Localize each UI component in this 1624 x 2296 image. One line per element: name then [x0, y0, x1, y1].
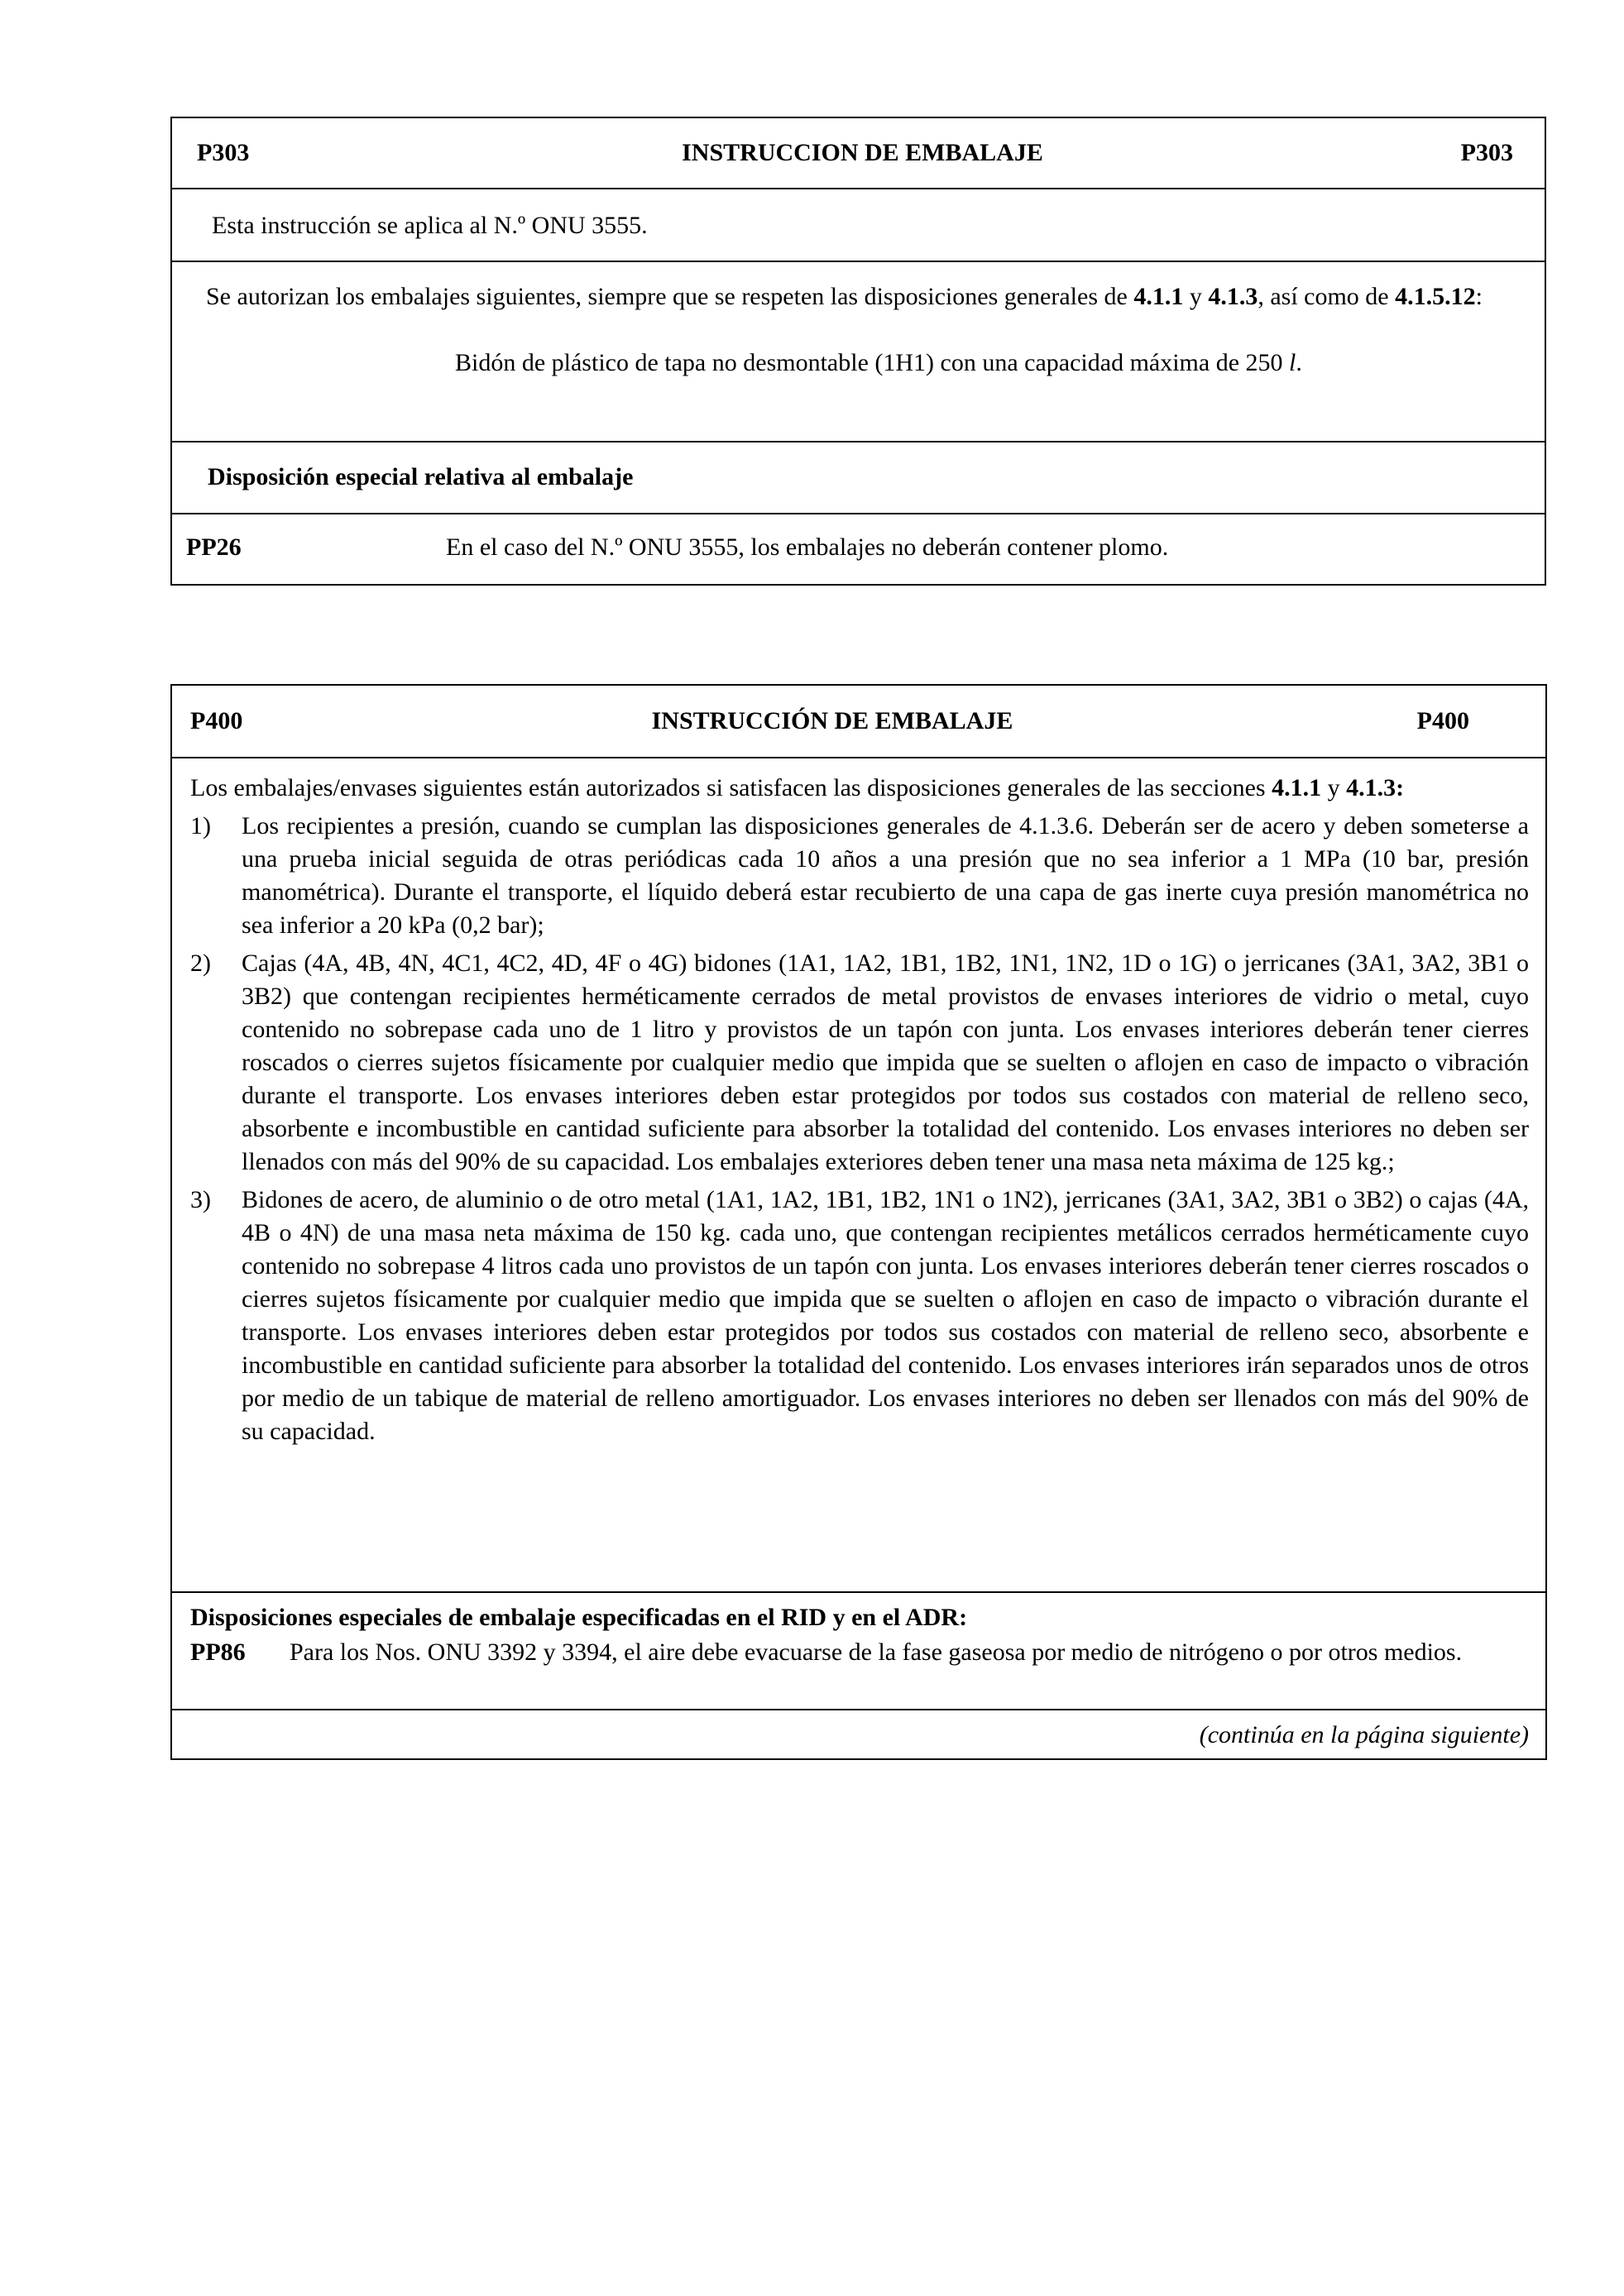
p400-item-number: 2): [190, 949, 211, 977]
p400-ref-4-1-1: 4.1.1: [1272, 774, 1322, 801]
p400-code-left: P400: [190, 707, 243, 734]
p303-pp26-row: [172, 514, 1545, 584]
p400-body-row: [172, 758, 1545, 1593]
p303-table: [170, 117, 1546, 586]
p400-item: [190, 1184, 1529, 1448]
p303-intro-text-c: :: [1475, 283, 1483, 310]
p400-item-text: Cajas (4A, 4B, 4N, 4C1, 4C2, 4D, 4F o 4G) bidones (1A1, 1A2, 1B1, 1B2, 1N1, 1N2, 1D o 1G) o jerricanes (3A1, 3A2, 3B1 o 3B2) que contengan recipientes herméticamente cerrados de metal provistos de envases interiores de vidrio o metal, cuyo contenido no sobrepase cada uno de 1 litro y provistos de un tapón con junta. Los envases interiores deberán tener cierres roscados o cierres sujetos físicamente por cualquier medio que impida que se suelten o aflojen en caso de impacto o vibración durante el transporte. Los envases interiores deben estar protegidos por todos sus costados con material de relleno seco, absorbente e incombustible en cantidad suficiente para absorber la totalidad del contenido. Los envases interiores no deben ser llenados con más del 90% de su capacidad. Los embalajes exteriores deben tener una masa neta máxima de 125 kg.;: [242, 949, 1529, 1175]
p303-special-heading: Disposición especial relativa al embalaje: [208, 463, 634, 490]
p400-table: [170, 684, 1547, 1760]
p303-code-right: P303: [1460, 139, 1513, 166]
p303-intro-text-b: , así como de: [1258, 283, 1396, 310]
p400-ref-4-1-3: 4.1.3:: [1346, 774, 1405, 801]
p303-header-row: [172, 118, 1545, 189]
p303-intro: [206, 280, 1513, 313]
p303-title: INSTRUCCION DE EMBALAJE: [682, 139, 1043, 166]
p400-special-heading: Disposiciones especiales de embalaje especificadas en el RID y en el ADR:: [190, 1604, 968, 1631]
p303-drum-line: [206, 347, 1513, 380]
p400-intro-text: Los embalajes/envases siguientes están autorizados si satisfacen las disposiciones generales de las secciones: [190, 774, 1272, 801]
p303-applies-text: Esta instrucción se aplica al N.º ONU 3555.: [212, 212, 648, 239]
p303-ref-4-1-1: 4.1.1: [1133, 283, 1184, 310]
p303-applies-row: [172, 189, 1545, 262]
p303-pp26-text: En el caso del N.º ONU 3555, los embalajes no deberán contener plomo.: [446, 533, 1169, 561]
p400-item-text: Los recipientes a presión, cuando se cumplan las disposiciones generales de 4.1.3.6. Deberán ser de acero y deben someterse a una prueba inicial seguida de otras periódicas cada 10 años a una presión que no sea inferior a 1 MPa (10 bar, presión manométrica). Durante el transporte, el líquido deberá estar recubierto de una capa de gas inerte cuya presión manométrica no sea inferior a 20 kPa (0,2 bar);: [242, 812, 1529, 939]
p400-title: INSTRUCCIÓN DE EMBALAJE: [651, 707, 1013, 734]
p400-special-row: [172, 1593, 1545, 1710]
p400-item: [190, 810, 1529, 942]
p400-continued-note: (continúa en la página siguiente): [1199, 1721, 1529, 1748]
p400-intro-and: y: [1321, 774, 1347, 801]
p303-drum-end: .: [1296, 349, 1302, 376]
p303-packagings-row: [172, 262, 1545, 442]
p400-item-text: Bidones de acero, de aluminio o de otro metal (1A1, 1A2, 1B1, 1B2, 1N1 o 1N2), jerricanes (3A1, 3A2, 3B1 o 3B2) o cajas (4A, 4B o 4N) de una masa neta máxima de 150 kg. cada uno, que contengan recipientes metálicos cerrados herméticamente cuyo contenido no sobrepase 4 litros cada uno provistos de un tapón con junta. Los envases interiores deberán tener cierres roscados o cierres sujetos físicamente por cualquier medio que impida que se suelten o aflojen en caso de impacto o vibración durante el transporte. Los envases interiores deben estar protegidos por todos sus costados con material de relleno seco, absorbente e incombustible en cantidad suficiente para absorber la totalidad del contenido. Los envases interiores irán separados unos de otros por medio de un tabique de material de relleno amortiguador. Los envases interiores no deben ser llenados con más del 90% de su capacidad.: [242, 1186, 1529, 1445]
p303-intro-text-a: Se autorizan los embalajes siguientes, siempre que se respeten las disposiciones generales de: [206, 283, 1134, 310]
p303-intro-and: y: [1183, 283, 1209, 310]
p400-item-number: 1): [190, 812, 211, 839]
p400-pp86-code: PP86: [190, 1638, 246, 1666]
p400-intro: [190, 772, 1529, 805]
p303-code-left: P303: [197, 139, 250, 166]
p400-pp86: [190, 1636, 1529, 1669]
p400-continued-row: [172, 1710, 1545, 1758]
p400-pp86-text: Para los Nos. ONU 3392 y 3394, el aire debe evacuarse de la fase gaseosa por medio de nitrógeno o por otros medios.: [290, 1638, 1463, 1666]
p400-item-number: 3): [190, 1186, 211, 1213]
p303-ref-4-1-3: 4.1.3: [1208, 283, 1258, 310]
p303-drum-text: Bidón de plástico de tapa no desmontable (1H1) con una capacidad máxima de 250: [455, 349, 1290, 376]
p303-special-heading-row: [172, 442, 1545, 514]
p303-ref-4-1-5-12: 4.1.5.12: [1395, 283, 1476, 310]
p400-header-row: [172, 686, 1545, 758]
p400-code-right: P400: [1416, 707, 1469, 734]
p400-item: [190, 947, 1529, 1179]
p303-pp26-code: PP26: [186, 533, 242, 561]
p303-drum-unit: l: [1289, 349, 1296, 376]
